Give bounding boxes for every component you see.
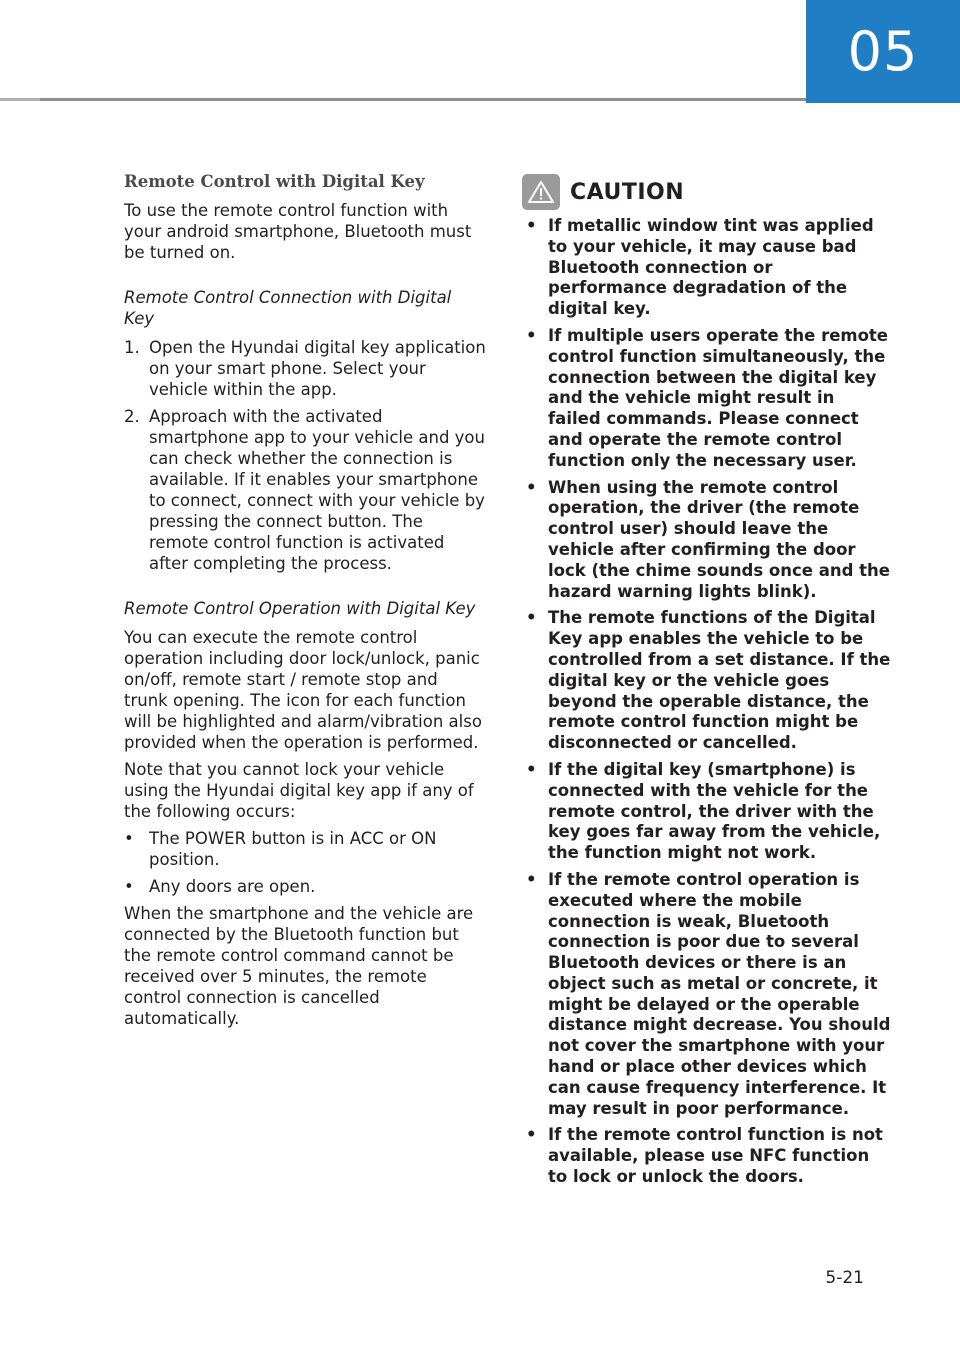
- chapter-tab: [806, 0, 960, 103]
- page-number: 5-21: [825, 1268, 864, 1288]
- caution-title: CAUTION: [570, 179, 685, 205]
- caution-item: [520, 760, 892, 864]
- left-column: [124, 172, 486, 1029]
- caution-header: [522, 174, 892, 210]
- connection-subtitle: Remote Control Connection with Digital Key: [124, 288, 452, 328]
- bullet-icon: •: [526, 759, 537, 779]
- note-paragraph: Note that you cannot lock your vehicle using the Hyundai digital key app if any of the following occurs:: [124, 760, 474, 821]
- caution-list: [520, 216, 892, 1188]
- caution-item: [520, 478, 892, 603]
- header-rule: [0, 98, 806, 101]
- bullet-icon: •: [124, 877, 134, 896]
- caution-box: [520, 172, 892, 1194]
- intro-paragraph: To use the remote control function with your android smartphone, Bluetooth must be turned on.: [124, 201, 472, 262]
- caution-item: [520, 608, 892, 754]
- connection-steps: [124, 337, 486, 574]
- bullet-icon: •: [526, 869, 537, 889]
- condition-text: Any doors are open.: [149, 877, 316, 896]
- operation-subtitle: Remote Control Operation with Digital Key: [124, 599, 476, 618]
- bullet-icon: •: [124, 829, 134, 848]
- caution-text: When using the remote control operation, the driver (the remote control user) should leave the vehicle after confirming the door lock (the chime sounds once and the hazard warning lights blink).: [548, 477, 890, 601]
- step-item: [124, 337, 486, 400]
- step-text: Open the Hyundai digital key application on your smart phone. Select your vehicle within the app.: [149, 338, 486, 399]
- caution-text: The remote functions of the Digital Key app enables the vehicle to be controlled from a set distance. If the digital key or the vehicle goes beyond the operable distance, the remote control function might be disconnected or cancelled.: [548, 608, 891, 753]
- caution-text: If the remote control operation is executed where the mobile connection is weak, Bluetooth connection is poor due to several Bluetooth devices or there is an object such as metal or concrete, it might be delayed or the operable distance might decrease. You should not cover the smartphone with your hand or place other devices which can cause frequency interference. It may result in poor performance.: [548, 869, 891, 1118]
- caution-item: [520, 870, 892, 1120]
- step-number: 2.: [124, 407, 140, 426]
- operation-paragraph: You can execute the remote control operation including door lock/unlock, panic on/off, remote start / remote stop and trunk opening. The icon for each function will be highlighted and alarm/vibration also provided when the operation is performed.: [124, 628, 482, 752]
- bullet-icon: •: [526, 216, 537, 235]
- caution-text: If the digital key (smartphone) is connected with the vehicle for the remote control, the driver with the key goes far away from the vehicle, the function might not work.: [548, 759, 881, 863]
- step-item: [124, 406, 486, 574]
- bullet-icon: •: [526, 1125, 537, 1145]
- caution-text: If multiple users operate the remote control function simultaneously, the connection between the digital key and the vehicle might result in failed commands. Please connect and operate the remote control function only the necessary user.: [548, 325, 888, 470]
- condition-item: [124, 828, 486, 870]
- caution-item: [520, 1125, 892, 1187]
- condition-item: [124, 876, 486, 897]
- chapter-number: 05: [847, 20, 919, 83]
- condition-text: The POWER button is in ACC or ON position.: [149, 829, 437, 869]
- step-number: 1.: [124, 338, 140, 357]
- bullet-icon: •: [526, 325, 537, 345]
- caution-text: If metallic window tint was applied to your vehicle, it may cause bad Bluetooth connection or performance degradation of the digital key.: [548, 216, 874, 319]
- caution-text: If the remote control function is not available, please use NFC function to lock or unlock the doors.: [548, 1125, 883, 1187]
- warning-triangle-icon: [522, 174, 560, 210]
- step-text: Approach with the activated smartphone app to your vehicle and you can check whether the connection is available. If it enables your smartphone to connect, connect with your vehicle by pressing the connect button. The remote control function is activated after completing the process.: [149, 407, 485, 573]
- bullet-icon: •: [526, 608, 537, 628]
- bullet-icon: •: [526, 477, 537, 497]
- caution-item: [520, 326, 892, 472]
- caution-item: [520, 216, 892, 320]
- section-title: Remote Control with Digital Key: [124, 172, 425, 191]
- closing-paragraph: When the smartphone and the vehicle are connected by the Bluetooth function but the remote control command cannot be received over 5 minutes, the remote control connection is cancelled automatically.: [124, 904, 474, 1028]
- conditions-list: [124, 828, 486, 897]
